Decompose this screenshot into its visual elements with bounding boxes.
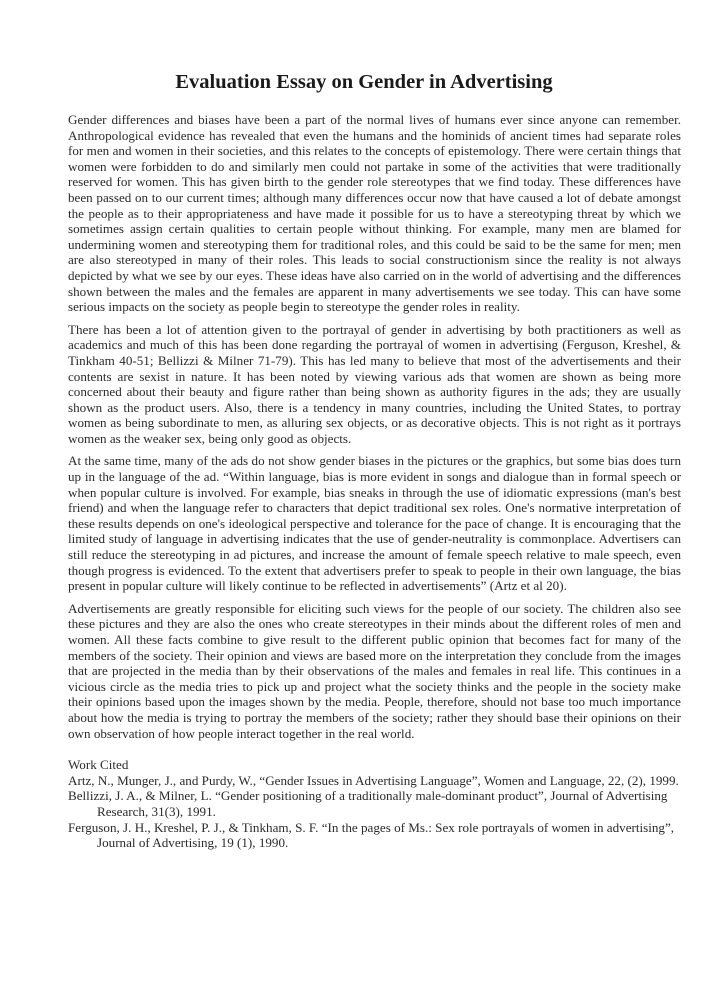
paragraph-2: There has been a lot of attention given to the portrayal of gender in advertising by both practitioners as well as academics and much of this has been done regarding the portrayal of women in advertising (Ferguson, Kreshel, & Tinkham 40-51; Bellizzi & Milner 71-79). This has led many to believe that most of the advertisements and their contents are sexist in nature. It has been noted by viewing various ads that women are shown as being more concerned about their beauty and figure rather than being shown as authority figures in the ads; they are usually shown as the product users. Also, there is a tendency in many countries, including the United States, to portray women as being subordinate to men, as alluring sex objects, or as decorative objects. This is not right as it portrays women as the weaker sex, being only good as objects. (68, 321, 681, 446)
citation-ferguson: Ferguson, J. H., Kreshel, P. J., & Tinkham, S. F. “In the pages of Ms.: Sex role portrayals of women in advertising”, Journal of Advertising, 19 (1), 1990. (68, 819, 675, 851)
works-cited-heading: Work Cited (68, 757, 129, 773)
paragraph-3: At the same time, many of the ads do not show gender biases in the pictures or the graphics, but some bias does turn up in the language of the ad. “Within language, bias is more evident in songs and dialogue than in formal speech or when popular culture is involved. For example, bias sneaks in through the use of idiomatic expressions (man's best friend) and when the language refer to characters that depict traditional sex roles. One's normative interpretation of these results depends on one's ideological perspective and tolerance for the pace of change. It is encouraging that the limited study of language in advertising indicates that the use of gender-neutrality is commonplace. Advertisers can still reduce the stereotyping in ad pictures, and increase the amount of female speech relative to male speech, even though progress is evidenced. To the extent that advertisers prefer to speak to people in their own language, the bias present in popular culture will likely continue to be reflected in advertisements” (Artz et al 20). (68, 453, 681, 594)
paragraph-4: Advertisements are greatly responsible for eliciting such views for the people of our society. The children also see these pictures and they are also the ones who create stereotypes in their minds about the different roles of men and women. All these facts combine to give result to the different public opinion that becomes fact for many of the members of the society. Their opinion and views are based more on the interpretation they conclude from the images that are projected in the media than by their observations of the males and females in real life. This continues in a vicious circle as the media tries to pick up and project what the society thinks and the people in the society make their opinions based upon the images shown by the media. People, therefore, should not base too much importance about how the media is trying to portray the members of the society; rather they should base their opinions on their own observation of how people interact together in the real world. (68, 600, 681, 741)
paragraph-1: Gender differences and biases have been a part of the normal lives of humans ever since anyone can remember. Anthropological evidence has revealed that even the humans and the hominids of ancient times had separate roles for men and women in their societies, and this relates to the concepts of epistemology. There were certain things that women were forbidden to do and similarly men could not partake in some of the activities that were traditionally reserved for women. This has given birth to the gender role stereotypes that we find today. These differences have been passed on to our current times; although many differences occur now that have caused a lot of debate amongst the people as to their appropriateness and have made it possible for us to have a stereotyping threat by which we sometimes assign certain qualities to certain people without thinking. For example, many men are blamed for undermining women and stereotyping them for traditional roles, and this could be said to be the same for men; men are also stereotyped in many of their roles. This leads to social constructionism since the reality is not always depicted by what we see by our eyes. These ideas have also carried on in the world of advertising and the differences shown between the males and the females are apparent in many advertisements we see today. This can have some serious impacts on the society as people begin to stereotype the gender roles in reality. (68, 112, 681, 315)
document-title: Evaluation Essay on Gender in Advertising (175, 71, 553, 93)
citation-bellizzi: Bellizzi, J. A., & Milner, L. “Gender positioning of a traditionally male-dominant product”, Journal of Advertising Research, 31(3), 1991. (68, 788, 668, 819)
works-cited-section (68, 757, 681, 851)
essay-body (68, 112, 681, 851)
citation-artz: Artz, N., Munger, J., and Purdy, W., “Gender Issues in Advertising Language”, Women and Language, 22, (2), 1999. (68, 772, 679, 788)
